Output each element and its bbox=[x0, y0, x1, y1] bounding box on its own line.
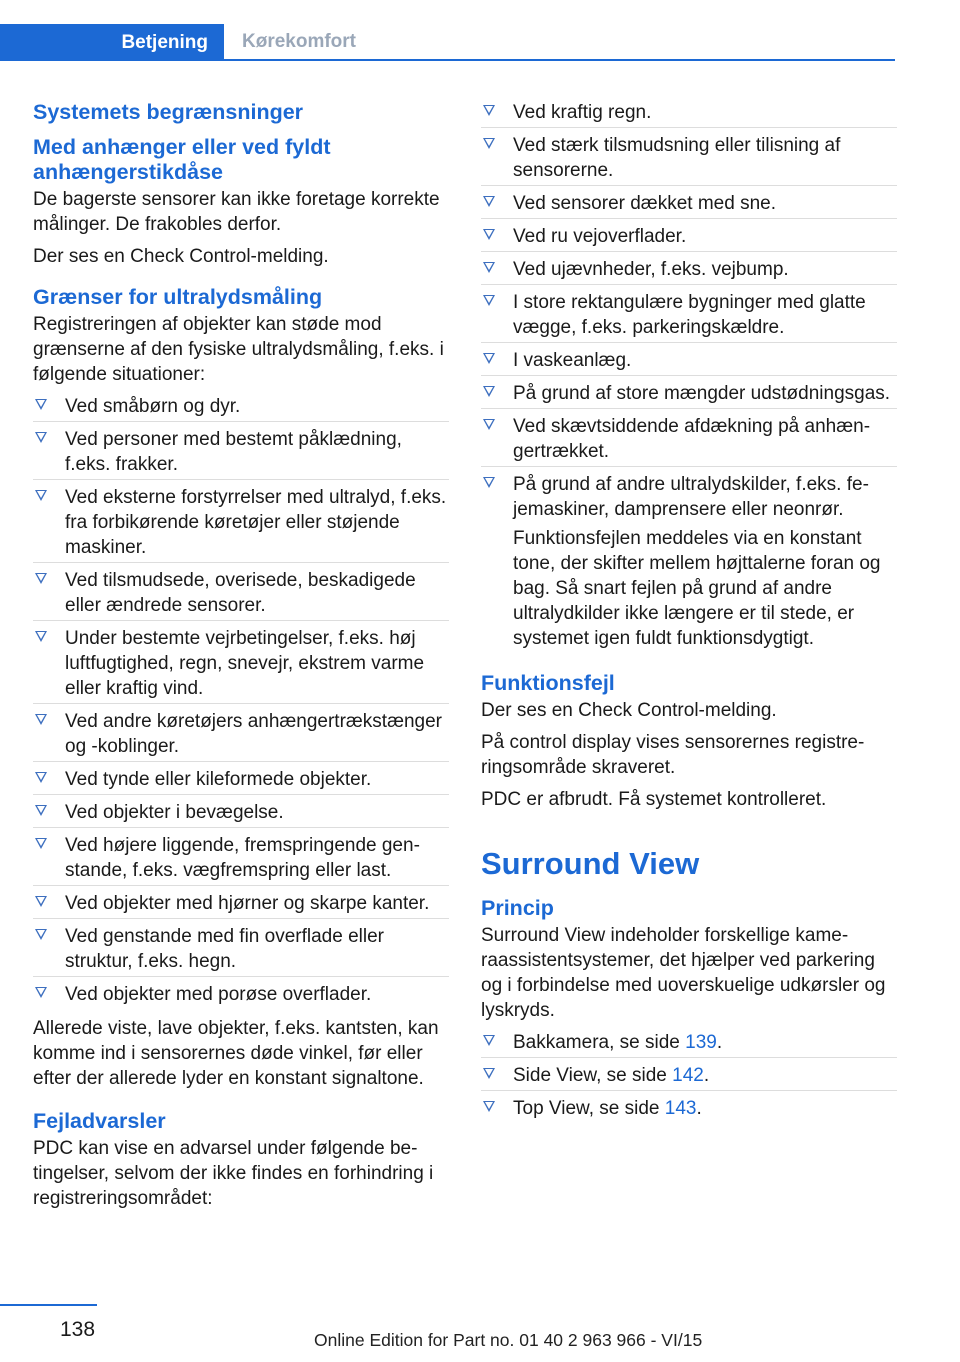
header-tabs bbox=[0, 24, 895, 61]
right-column bbox=[481, 100, 897, 1130]
list-item bbox=[481, 251, 897, 284]
list-item bbox=[481, 1090, 897, 1123]
list-item-text: Ved højere liggende, fremspringende genstande, f.eks. vægfremspring eller last. bbox=[65, 835, 420, 881]
page-link[interactable]: 142 bbox=[672, 1065, 704, 1086]
triangle-bullet-icon bbox=[35, 573, 47, 584]
paragraph-dead-angle: Allerede viste, lave objekter, f.eks. kantsten, kan komme ind i sensorernes døde vinkel, før eller efter der allerede lyder en konstant signaltone. bbox=[33, 1018, 439, 1089]
list-item bbox=[33, 918, 449, 976]
heading-surround-view: Surround View bbox=[481, 846, 700, 881]
page-link[interactable]: 139 bbox=[685, 1032, 717, 1053]
paragraph-principle: Surround View indeholder forskellige kameraassistentsystemer, det hjælper ved parkering og i forbindelse med uoverskuelige udkørsler og lyskryds. bbox=[481, 925, 886, 1021]
paragraph-malfunction-1: Der ses en Check Control-melding. bbox=[481, 700, 777, 721]
list-item-text: Ved objekter med porøse overflader. bbox=[65, 984, 372, 1005]
list-item bbox=[33, 479, 449, 562]
triangle-bullet-icon bbox=[35, 432, 47, 443]
tab-korekomfort[interactable] bbox=[224, 24, 356, 59]
list-item-text: Ved personer med bestemt påklædning, f.eks. frakker. bbox=[65, 429, 402, 475]
list-item-text: Ved andre køretøjers anhængertrækstænger og -koblinger. bbox=[65, 711, 443, 757]
list-item bbox=[481, 1057, 897, 1090]
triangle-bullet-icon bbox=[483, 229, 495, 240]
triangle-bullet-icon bbox=[483, 477, 495, 488]
list-item-text: Ved kraftig regn. bbox=[513, 102, 652, 123]
list-item-punct: . bbox=[716, 1032, 723, 1053]
list-item bbox=[481, 375, 897, 408]
list-item-text: På grund af store mængder udstødningsgas. bbox=[513, 383, 891, 404]
bullet-list-warnings bbox=[481, 100, 897, 653]
list-item bbox=[33, 421, 449, 479]
list-item-text: Ved ujævnheder, f.eks. vejbump. bbox=[513, 259, 789, 280]
heading-false-warnings: Fejladvarsler bbox=[33, 1109, 166, 1133]
list-item-text: Ved tynde eller kileformede objekter. bbox=[65, 769, 372, 790]
triangle-bullet-icon bbox=[35, 987, 47, 998]
paragraph-false-warnings: PDC kan vise en advarsel under følgende betingelser, selvom der ikke findes en forhindring i registreringsområdet: bbox=[33, 1138, 434, 1209]
list-item bbox=[33, 394, 449, 421]
list-item bbox=[481, 100, 897, 127]
list-item-punct: . bbox=[696, 1098, 702, 1119]
list-item bbox=[481, 466, 897, 653]
list-item bbox=[481, 185, 897, 218]
header-rule bbox=[0, 59, 895, 61]
left-column bbox=[33, 100, 449, 1218]
triangle-bullet-icon bbox=[35, 805, 47, 816]
list-item bbox=[481, 284, 897, 342]
list-item-text: Ved småbørn og dyr. bbox=[65, 396, 241, 417]
list-item bbox=[481, 218, 897, 251]
triangle-bullet-icon bbox=[483, 1068, 495, 1079]
triangle-bullet-icon bbox=[483, 353, 495, 364]
heading-limits: Systemets begrænsninger bbox=[33, 100, 304, 124]
list-item-continuation: Funktionsfejlen meddeles via en konstant tone, der skifter mellem højttalerne foran og bag. Så snart fejlen på grund af andre ultralydkilder ikke længere er til stede, er systemet igen fuldt funktionsdygtigt. bbox=[513, 528, 881, 649]
list-item bbox=[33, 885, 449, 918]
triangle-bullet-icon bbox=[483, 1101, 495, 1112]
tab-betjening[interactable] bbox=[0, 24, 224, 61]
heading-trailer: Med anhænger eller ved fyldt anhængerstikdåse bbox=[33, 135, 331, 184]
heading-ultrasound-limits: Grænser for ultralydsmåling bbox=[33, 285, 323, 309]
list-item bbox=[33, 703, 449, 761]
paragraph-malfunction-2: På control display vises sensorernes registreringsområde skraveret. bbox=[481, 732, 865, 778]
paragraph-trailer-2: Der ses en Check Control-melding. bbox=[33, 246, 329, 267]
triangle-bullet-icon bbox=[35, 399, 47, 410]
list-item bbox=[481, 342, 897, 375]
list-item-text: Ved objekter i bevægelse. bbox=[65, 802, 284, 823]
bullet-list-situations bbox=[33, 394, 449, 1009]
list-item bbox=[33, 827, 449, 885]
heading-malfunction: Funktionsfejl bbox=[481, 671, 615, 695]
list-item-text: Ved stærk tilsmudsning eller tilisning af sensorerne. bbox=[513, 135, 841, 181]
list-item-text: På grund af andre ultralydskilder, f.eks. fejemaskiner, damprensere eller neonrør. bbox=[513, 474, 869, 520]
list-item-text: Ved skævtsiddende afdækning på anhængertrækket. bbox=[513, 416, 871, 462]
paragraph-ultrasound: Registreringen af objekter kan støde mod grænserne af den fysiske ultralydsmåling, f.eks. i følgende situationer: bbox=[33, 314, 444, 385]
triangle-bullet-icon bbox=[483, 386, 495, 397]
list-item bbox=[481, 1030, 897, 1057]
list-item-punct: . bbox=[703, 1065, 710, 1086]
triangle-bullet-icon bbox=[483, 196, 495, 207]
list-item-text: Ved eksterne forstyrrelser med ultralyd, f.eks. fra forbikørende køretøjer eller støjende maskiner. bbox=[65, 487, 447, 558]
footer-edition: Online Edition for Part no. 01 40 2 963 966 - VI/15 bbox=[314, 1330, 703, 1350]
list-item-text: I vaskeanlæg. bbox=[513, 350, 632, 371]
page-link[interactable]: 143 bbox=[664, 1098, 697, 1119]
list-item-text: Top View, se side bbox=[513, 1098, 665, 1119]
page-number: 138 bbox=[60, 1318, 96, 1341]
list-item-text: Side View, se side bbox=[513, 1065, 673, 1086]
triangle-bullet-icon bbox=[35, 896, 47, 907]
list-item bbox=[33, 562, 449, 620]
list-item bbox=[481, 127, 897, 185]
triangle-bullet-icon bbox=[35, 490, 47, 501]
triangle-bullet-icon bbox=[35, 772, 47, 783]
list-item-text: Ved sensorer dækket med sne. bbox=[513, 193, 776, 214]
list-item bbox=[33, 976, 449, 1009]
triangle-bullet-icon bbox=[483, 1035, 495, 1046]
triangle-bullet-icon bbox=[35, 838, 47, 849]
tab-korekomfort-label: Kørekomfort bbox=[242, 30, 357, 52]
triangle-bullet-icon bbox=[35, 631, 47, 642]
triangle-bullet-icon bbox=[483, 105, 495, 116]
triangle-bullet-icon bbox=[35, 929, 47, 940]
triangle-bullet-icon bbox=[483, 295, 495, 306]
list-item-text: I store rektangulære bygninger med glatte vægge, f.eks. parkeringskældre. bbox=[513, 292, 866, 338]
paragraph-malfunction-3: PDC er afbrudt. Få systemet kontrolleret. bbox=[481, 789, 827, 810]
tab-betjening-label: Betjening bbox=[121, 31, 208, 53]
paragraph-trailer-1: De bagerste sensorer kan ikke foretage korrekte målinger. De frakobles derfor. bbox=[33, 189, 440, 235]
list-item bbox=[481, 408, 897, 466]
list-item bbox=[33, 794, 449, 827]
footer-rule bbox=[0, 1304, 97, 1306]
triangle-bullet-icon bbox=[483, 138, 495, 149]
list-item-text: Ved ru vejoverflader. bbox=[513, 226, 687, 247]
triangle-bullet-icon bbox=[35, 714, 47, 725]
list-item bbox=[33, 761, 449, 794]
heading-principle: Princip bbox=[481, 896, 554, 920]
triangle-bullet-icon bbox=[483, 419, 495, 430]
list-item-text: Ved objekter med hjørner og skarpe kanter. bbox=[65, 893, 430, 914]
triangle-bullet-icon bbox=[483, 262, 495, 273]
list-item-text: Ved tilsmudsede, overisede, beskadigede eller ændrede sensorer. bbox=[65, 570, 416, 616]
list-item-text: Under bestemte vejrbetingelser, f.eks. høj luftfugtighed, regn, snevejr, ekstrem varme eller kraftig vind. bbox=[65, 628, 425, 699]
list-item-text: Ved genstande med fin overflade eller struktur, f.eks. hegn. bbox=[65, 926, 384, 972]
list-item-text: Bakkamera, se side bbox=[513, 1032, 686, 1053]
bullet-list-camera-links bbox=[481, 1030, 897, 1123]
list-item bbox=[33, 620, 449, 703]
